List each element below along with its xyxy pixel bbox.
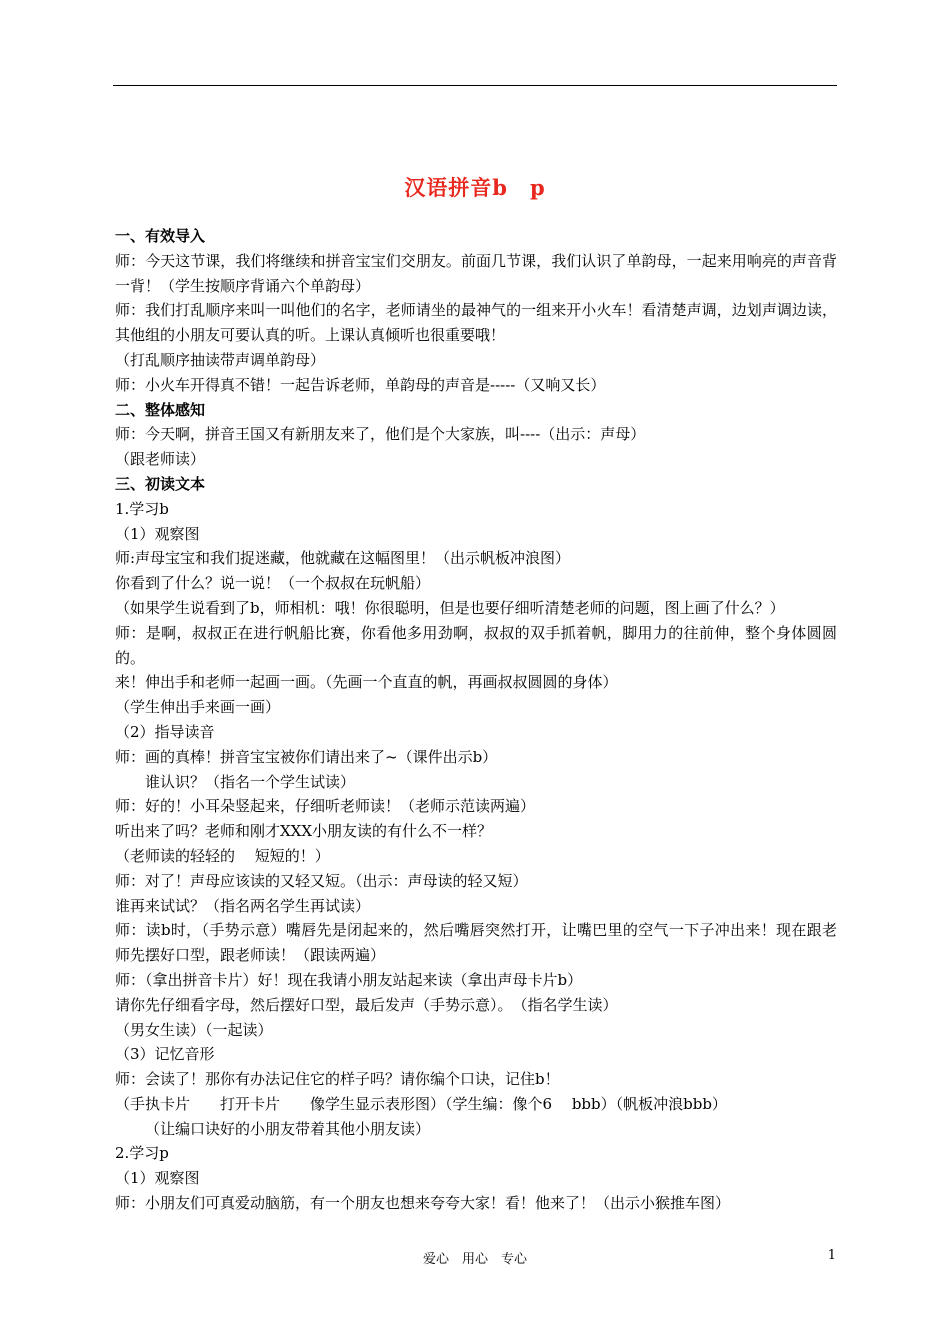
body-paragraph: （让编口诀好的小朋友带着其他小朋友读） — [145, 1119, 431, 1138]
body-paragraph: 师：今天啊，拼音王国又有新朋友来了，他们是个大家族，叫----（出示：声母） — [115, 425, 646, 444]
body-paragraph: （跟老师读） — [115, 450, 206, 469]
body-paragraph: （3）记忆音形 — [115, 1045, 215, 1064]
body-paragraph: 1.学习b — [115, 499, 169, 518]
body-paragraph: 师：我们打乱顺序来叫一叫他们的名字，老师请坐的最神气的一组来开小火车！看清楚声调，边划声调边读，其他组的小朋友可要认真的听。上课认真倾听也很重要哦！ — [115, 301, 837, 345]
body-paragraph: 师：是啊，叔叔正在进行帆船比赛，你看他多用劲啊，叔叔的双手抓着帆，脚用力的往前伸，整个身体圆圆的。 — [115, 623, 837, 667]
body-paragraph: 师：画的真棒！拼音宝宝被你们请出来了~（课件出示b） — [115, 747, 498, 766]
body-paragraph: 你看到了什么？说一说！（一个叔叔在玩帆船） — [115, 574, 431, 593]
page-number: 1 — [827, 1248, 836, 1263]
body-paragraph: （如果学生说看到了b，师相机：哦！你很聪明，但是也要仔细听清楚老师的问题，图上画了什么？） — [115, 598, 785, 617]
body-paragraph: 师：对了！声母应该读的又轻又短。（出示：声母读的轻又短） — [115, 871, 528, 890]
document-title: 汉语拼音b p — [404, 175, 546, 200]
section-heading: 三、初读文本 — [115, 474, 206, 493]
body-paragraph: 师：今天这节课，我们将继续和拼音宝宝们交朋友。前面几节课，我们认识了单韵母，一起来用响亮的声音背一背！（学生按顺序背诵六个单韵母） — [115, 251, 837, 295]
body-paragraph: 师：（拿出拼音卡片）好！现在我请小朋友站起来读（拿出声母卡片b） — [115, 970, 583, 989]
body-paragraph: 师：会读了！那你有办法记住它的样子吗？请你编个口诀，记住b！ — [115, 1070, 560, 1089]
document-body — [115, 224, 837, 1216]
body-paragraph: （男女生读）（一起读） — [115, 1020, 273, 1039]
footer-motto: 爱心 用心 专心 — [422, 1252, 527, 1267]
body-paragraph: 谁再来试试？（指名两名学生再试读） — [115, 896, 371, 915]
body-paragraph: 来！伸出手和老师一起画一画。（先画一个直直的帆，再画叔叔圆圆的身体） — [115, 673, 618, 692]
body-paragraph: 师:声母宝宝和我们捉迷藏，他就藏在这幅图里！（出示帆板冲浪图） — [115, 549, 571, 568]
section-heading: 一、有效导入 — [115, 227, 206, 245]
body-paragraph: （2）指导读音 — [115, 722, 215, 741]
body-paragraph: 2.学习p — [115, 1144, 169, 1163]
body-paragraph: 师：小火车开得真不错！一起告诉老师，单韵母的声音是-----（又响又长） — [115, 375, 606, 394]
body-paragraph: （手执卡片 打开卡片 像学生显示表形图）（学生编：像个6 bbb）（帆板冲浪bbb） — [115, 1094, 727, 1113]
section-heading: 二、整体感知 — [115, 400, 206, 419]
body-paragraph: 师：小朋友们可真爱动脑筋，有一个朋友也想来夸夸大家！看！他来了！（出示小猴推车图） — [115, 1194, 731, 1213]
body-paragraph: 师：读b时，（手势示意）嘴唇先是闭起来的，然后嘴唇突然打开，让嘴巴里的空气一下子冲出来！现在跟老师先摆好口型，跟老师读！（跟读两遍） — [115, 921, 837, 965]
body-paragraph: 听出来了吗？老师和刚才XXX小朋友读的有什么不一样？ — [115, 822, 493, 841]
body-paragraph: 请你先仔细看字母，然后摆好口型，最后发声（手势示意）。 （指名学生读） — [115, 995, 618, 1014]
body-paragraph: （老师读的轻轻的 短短的！） — [115, 846, 330, 865]
body-paragraph: （1）观察图 — [115, 524, 200, 543]
body-paragraph: （学生伸出手来画一画） — [115, 698, 281, 717]
body-paragraph: 师：好的！小耳朵竖起来，仔细听老师读！（老师示范读两遍） — [115, 797, 536, 816]
body-paragraph: （1）观察图 — [115, 1169, 200, 1188]
header-rule — [113, 85, 837, 86]
body-paragraph: 谁认识？（指名一个学生试读） — [145, 772, 356, 791]
body-paragraph: （打乱顺序抽读带声调单韵母） — [115, 350, 326, 369]
